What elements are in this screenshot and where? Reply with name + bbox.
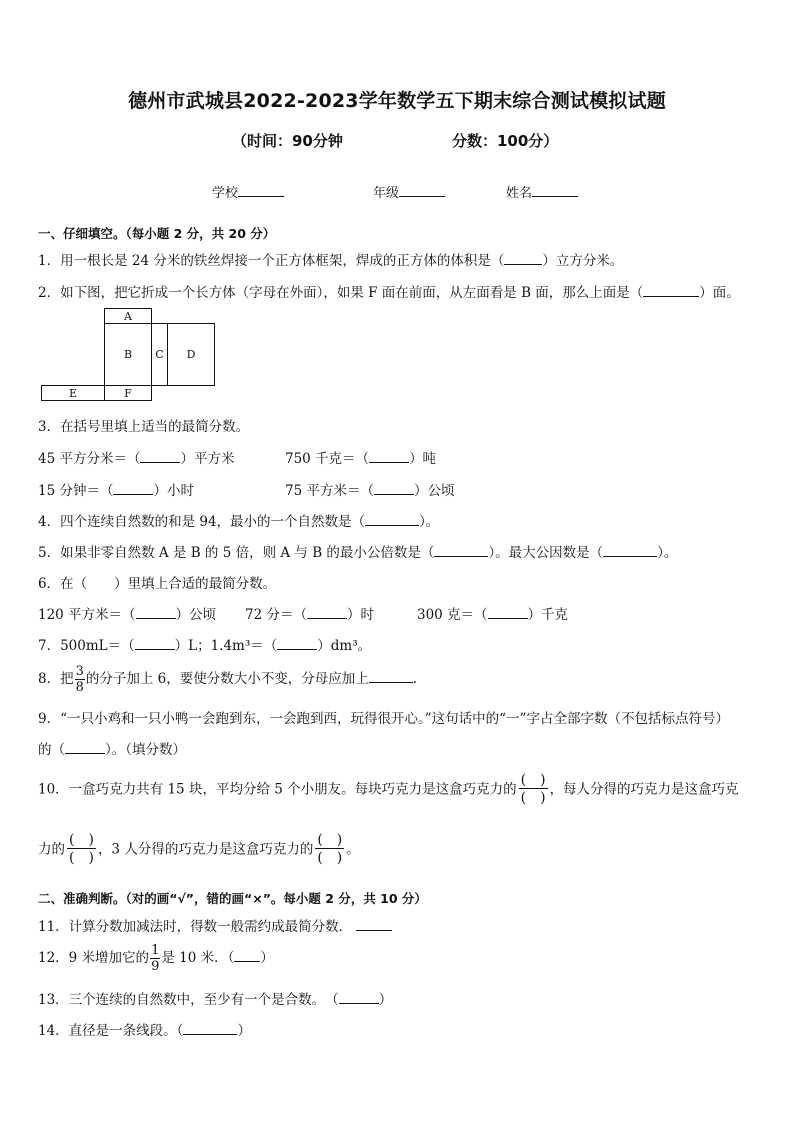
question-3d: 75 平方米＝（ ）公顷 [285, 483, 455, 499]
answer-blank[interactable] [365, 513, 419, 526]
answer-blank[interactable] [356, 918, 392, 931]
net-face-e: E [41, 385, 105, 401]
fraction-3-8: $\frac{3}{8}$ [75, 664, 84, 695]
answer-blank[interactable] [183, 1022, 237, 1035]
answer-blank[interactable] [488, 606, 528, 619]
answer-blank[interactable] [65, 741, 105, 754]
answer-blank[interactable] [434, 544, 488, 557]
section-2-heading: 二、准确判断。（对的画“√”，错的画“×”。每小题 2 分，共 10 分） [38, 891, 427, 906]
answer-blank[interactable] [369, 670, 413, 683]
fraction-blank[interactable]: ( ) ( ) [520, 772, 546, 807]
question-6a: 120 平方米＝（ ）公顷 [38, 607, 217, 623]
question-5: 5．如果非零自然数 A 是 B 的 5 倍，则 A 与 B 的最小公倍数是（ ）。最大公因数是（ ）。 [38, 545, 678, 561]
answer-blank[interactable] [504, 252, 542, 265]
name-input-line[interactable] [532, 184, 578, 197]
school-label: 学校 [212, 186, 239, 201]
school-field [212, 182, 284, 201]
question-3c: 15 分钟＝（ ）小时 [38, 483, 194, 499]
answer-blank[interactable] [643, 284, 699, 297]
question-7: 7．500mL＝（ ）L；1.4m³＝（ ）dm³。 [38, 638, 372, 654]
grade-label: 年级 [373, 186, 400, 201]
fraction-1-9: $\frac{1}{9}$ [151, 943, 160, 974]
answer-blank[interactable] [369, 450, 409, 463]
question-6c: 300 克＝（ ）千克 [417, 607, 569, 623]
answer-blank[interactable] [339, 991, 379, 1004]
question-6b: 72 分＝（ ）时 [245, 607, 374, 623]
question-3b: 750 千克＝（ ）吨 [285, 451, 437, 467]
answer-blank[interactable] [113, 482, 153, 495]
net-face-c: C [151, 323, 168, 386]
question-11: 11．计算分数加减法时，得数一般需约成最简分数． [38, 915, 392, 935]
answer-blank[interactable] [234, 949, 260, 962]
answer-blank[interactable] [277, 637, 317, 650]
question-13: 13．三个连续的自然数中，至少有一个是合数。 （ ） [38, 992, 393, 1008]
grade-input-line[interactable] [399, 184, 445, 197]
question-3a: 45 平方分米＝（ ）平方米 [38, 451, 235, 467]
grade-field [373, 182, 445, 201]
answer-blank[interactable] [140, 450, 180, 463]
answer-blank[interactable] [135, 637, 175, 650]
net-face-f: F [104, 385, 152, 401]
page-title: 德州市武城县2022-2023学年数学五下期末综合测试模拟试题 [128, 90, 666, 112]
question-4: 4．四个连续自然数的和是 94，最小的一个自然数是（ ）。 [38, 514, 440, 530]
net-face-b: B [104, 323, 152, 386]
section-1-heading: 一、仔细填空。（每小题 2 分，共 20 分） [38, 226, 276, 241]
name-field [506, 182, 578, 201]
net-face-a: A [104, 308, 152, 324]
fraction-blank[interactable]: ( ) ( ) [69, 832, 94, 867]
question-9-line2: 的（ ）。（填分数） [38, 742, 186, 758]
question-8: 8．把 $\frac{3}{8}$ 的分子加上 6，要使分数大小不变，分母应加上 . [38, 664, 418, 695]
score-label: 分数：100分） [452, 132, 559, 150]
answer-blank[interactable] [136, 606, 176, 619]
question-1: 1．用一根长是 24 分米的铁丝焊接一个正方体框架，焊成的正方体的体积是（ ）立方分米。 [38, 253, 624, 269]
name-label: 姓名 [506, 186, 533, 201]
time-label: （时间：90分钟 [232, 132, 343, 150]
question-10-line1: 10．一盒巧克力共有 15 块，平均分给 5 个小朋友。每块巧克力是这盒巧克力的 ( ) ( ) ，每人分得的巧克力是这盒巧克 [38, 772, 739, 807]
answer-blank[interactable] [307, 606, 347, 619]
question-3: 3．在括号里填上适当的最简分数。 [38, 419, 250, 435]
fraction-blank[interactable]: ( ) ( ) [317, 832, 343, 867]
question-12: 12．9 米增加它的 $\frac{1}{9}$ 是 10 米．（ ） [38, 943, 274, 974]
answer-blank[interactable] [374, 482, 414, 495]
question-10-line2: 力的 ( ) ( ) ，3 人分得的巧克力是这盒巧克力的 ( ) ( ) 。 [38, 832, 360, 867]
question-9-line1: 9．“一只小鸡和一只小鸭一会跑到东，一会跑到西，玩得很开心。”这句话中的“一”字占全部字数（不包括标点符号） [38, 711, 729, 727]
question-2: 2．如下图，把它折成一个长方体（字母在外面），如果 F 面在前面，从左面看是 B 面，那么上面是（ ）面。 [38, 285, 740, 301]
question-6: 6．在（ ）里填上合适的最简分数。 [38, 576, 277, 592]
school-input-line[interactable] [238, 184, 284, 197]
question-14: 14．直径是一条线段。（ ） [38, 1023, 251, 1039]
net-face-d: D [167, 323, 215, 386]
answer-blank[interactable] [603, 544, 657, 557]
